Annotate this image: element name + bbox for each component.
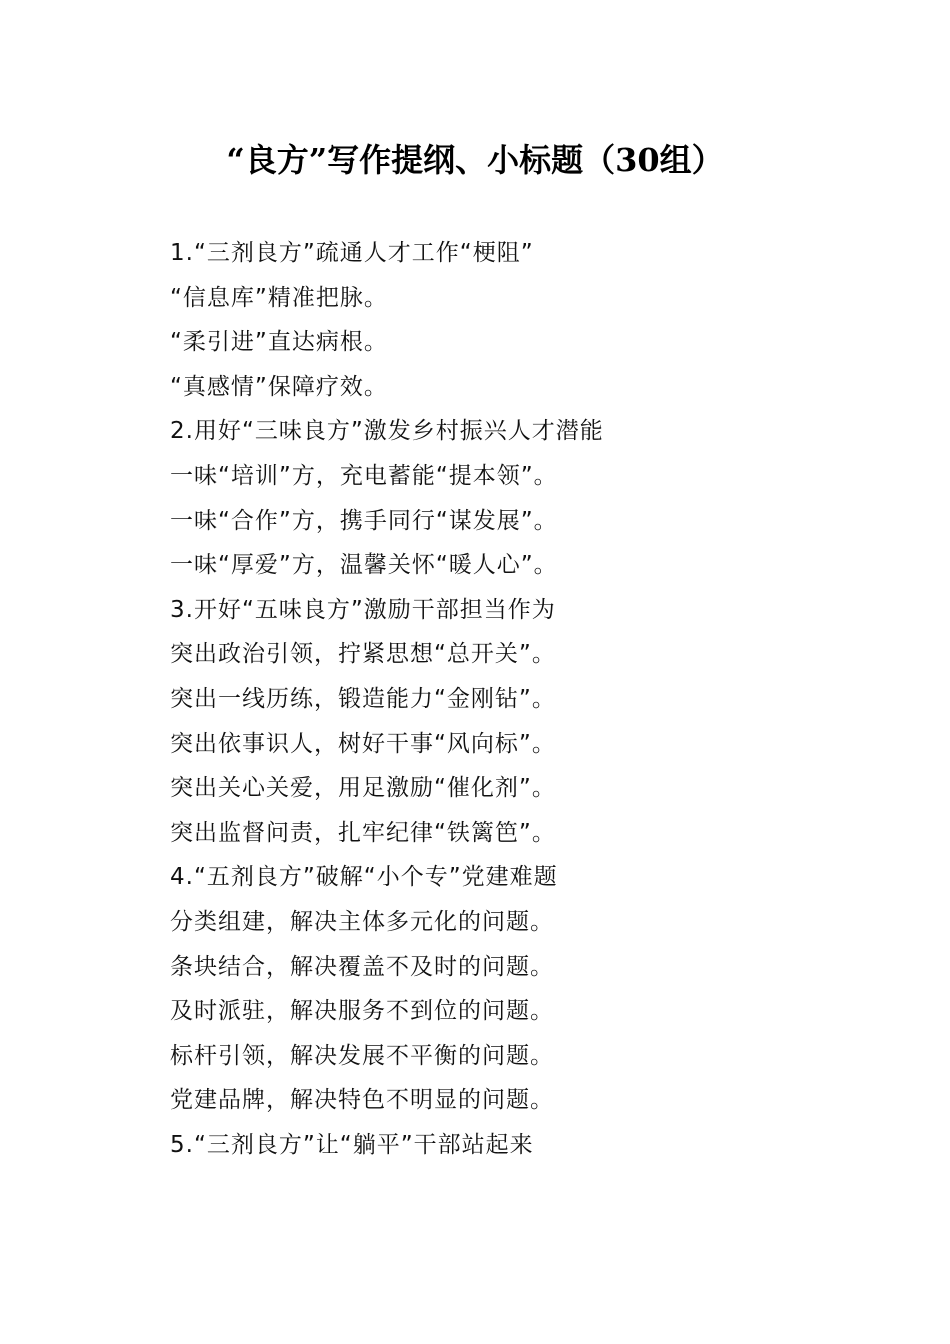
heading-line: 5.“三剂良方”让“躺平”干部站起来 [170,1131,534,1158]
text-line: 一味“培训”方，充电蓄能“提本领”。 [170,462,558,489]
text-line: 突出监督问责，扎牢纪律“铁篱笆”。 [170,819,556,846]
heading-line: 2.用好“三味良方”激发乡村振兴人才潜能 [170,418,604,445]
text-line: “信息库”精准把脉。 [170,284,388,311]
text-line: 突出政治引领，拧紧思想“总开关”。 [170,641,556,668]
page-title: “良方”写作提纲、小标题（30组） [226,141,724,179]
text-line: 突出关心关爱，用足激励“催化剂”。 [170,775,556,802]
heading-line: 3.开好“五味良方”激励干部担当作为 [170,596,556,623]
heading-line: 4.“五剂良方”破解“小个专”党建难题 [170,864,558,891]
text-line: 突出依事识人，树好干事“风向标”。 [170,730,556,757]
text-line: “柔引进”直达病根。 [170,329,388,356]
text-line: 及时派驻，解决服务不到位的问题。 [170,998,554,1025]
text-line: 标杆引领，解决发展不平衡的问题。 [170,1042,554,1069]
text-line: 分类组建，解决主体多元化的问题。 [170,908,554,935]
text-line: 突出一线历练，锻造能力“金刚钻”。 [170,685,556,712]
text-line: “真感情”保障疗效。 [170,373,388,400]
heading-line: 1.“三剂良方”疏通人才工作“梗阻” [170,240,534,266]
text-line: 条块结合，解决覆盖不及时的问题。 [170,953,554,980]
text-line: 一味“合作”方，携手同行“谋发展”。 [170,507,558,534]
outline-list [170,231,870,1167]
text-line: 一味“厚爱”方，温馨关怀“暖人心”。 [170,552,558,579]
text-line: 党建品牌，解决特色不明显的问题。 [170,1087,554,1114]
